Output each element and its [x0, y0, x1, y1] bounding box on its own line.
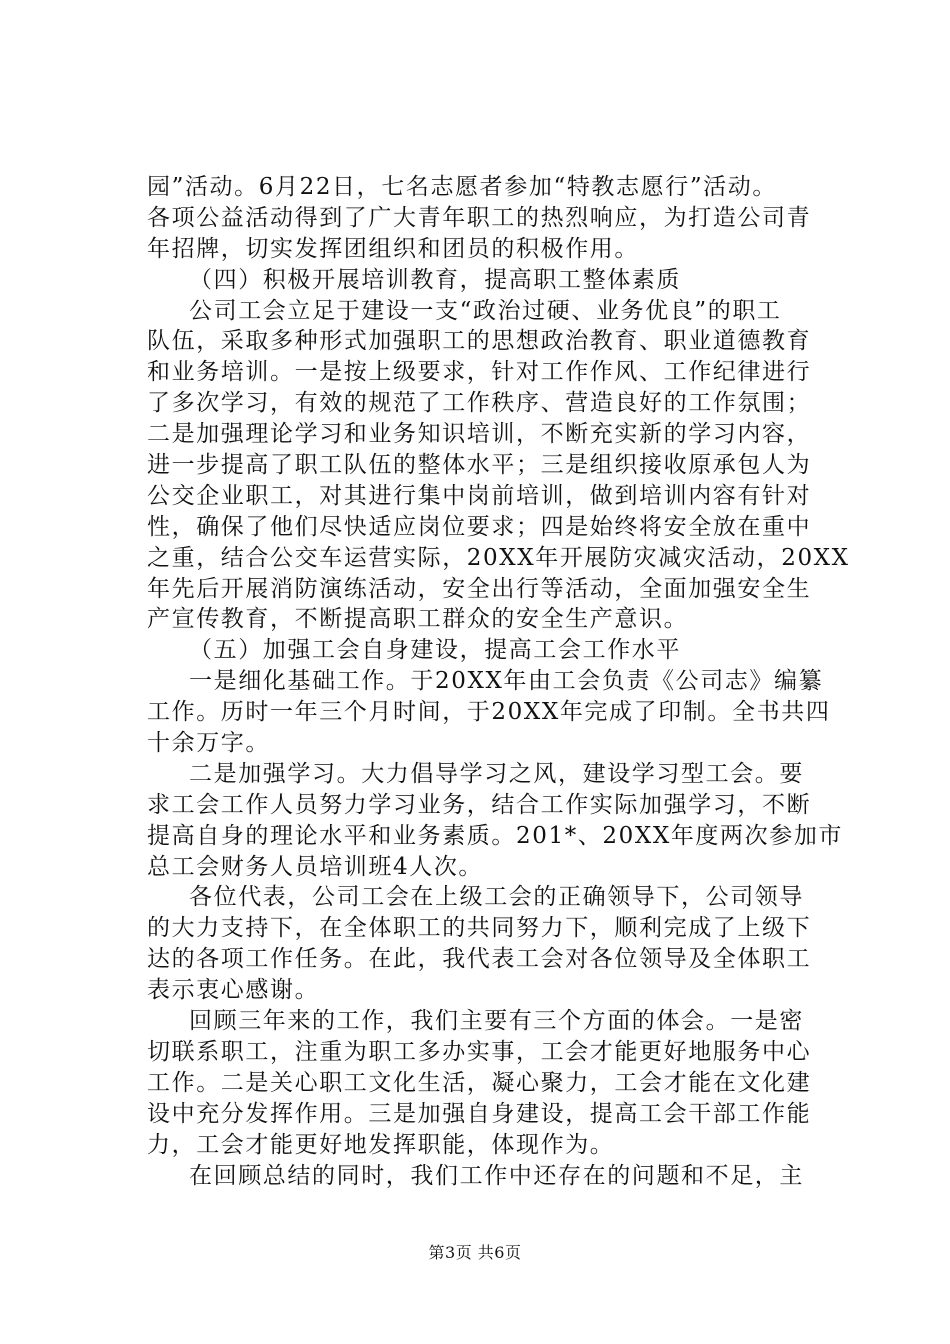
text-line: 和业务培训。一是按上级要求，针对工作作风、工作纪律进行 [147, 359, 812, 386]
text-line: 队伍，采取多种形式加强职工的思想政治教育、职业道德教育 [147, 328, 812, 355]
text-line: 之重，结合公交车运营实际，20XX年开展防灾减灾活动，20XX [147, 544, 850, 571]
text-line: 设中充分发挥作用。三是加强自身建设，提高工会干部工作能 [147, 1100, 812, 1127]
text-line: 性，确保了他们尽快适应岗位要求；四是始终将安全放在重中 [147, 513, 812, 540]
text-line: 二是加强理论学习和业务知识培训，不断充实新的学习内容， [147, 421, 812, 448]
text-line: 十余万字。 [147, 730, 270, 757]
text-line: （五）加强工会自身建设，提高工会工作水平 [189, 637, 681, 664]
text-line: 公司工会立足于建设一支“政治过硬、业务优良”的职工 [189, 297, 782, 324]
text-line: 进一步提高了职工队伍的整体水平；三是组织接收原承包人为 [147, 452, 812, 479]
text-line: 表示衷心感谢。 [147, 977, 320, 1004]
text-line: 产宣传教育，不断提高职工群众的安全生产意识。 [147, 606, 689, 633]
text-line: 的大力支持下，在全体职工的共同努力下，顺利完成了上级下 [147, 915, 812, 942]
text-line: 年招牌，切实发挥团组织和团员的积极作用。 [147, 235, 639, 262]
text-line: 达的各项工作任务。在此，我代表工会对各位领导及全体职工 [147, 946, 812, 973]
text-line: 二是加强学习。大力倡导学习之风，建设学习型工会。要 [189, 760, 804, 787]
text-line: 工作。二是关心职工文化生活，凝心聚力，工会才能在文化建 [147, 1069, 812, 1096]
text-line: 年先后开展消防演练活动，安全出行等活动，全面加强安全生 [147, 575, 812, 602]
text-line: 求工会工作人员努力学习业务，结合工作实际加强学习，不断 [147, 791, 812, 818]
text-line: 总工会财务人员培训班4人次。 [147, 853, 484, 880]
text-line: 公交企业职工，对其进行集中岗前培训，做到培训内容有针对 [147, 482, 812, 509]
page-footer: 第3页 共6页 [428, 1243, 522, 1262]
text-line: 回顾三年来的工作，我们主要有三个方面的体会。一是密 [189, 1008, 804, 1035]
text-line: 在回顾总结的同时，我们工作中还存在的问题和不足，主 [189, 1162, 804, 1189]
text-line: 力，工会才能更好地发挥职能，体现作为。 [147, 1131, 615, 1158]
document-body [147, 172, 850, 1191]
text-line: 提高自身的理论水平和业务素质。201*、20XX年度两次参加市 [147, 822, 844, 849]
text-line: 各项公益活动得到了广大青年职工的热烈响应，为打造公司青 [147, 204, 812, 231]
text-line: （四）积极开展培训教育，提高职工整体素质 [189, 266, 681, 293]
text-line: 工作。历时一年三个月时间，于20XX年完成了印制。全书共四 [147, 699, 831, 726]
text-line: 园”活动。6月22日，七名志愿者参加“特教志愿行”活动。 [147, 174, 777, 200]
text-line: 各位代表，公司工会在上级工会的正确领导下，公司领导 [189, 884, 804, 911]
text-line: 了多次学习，有效的规范了工作秩序、营造良好的工作氛围； [147, 390, 812, 417]
text-line: 切联系职工，注重为职工多办实事，工会才能更好地服务中心 [147, 1038, 812, 1065]
text-line: 一是细化基础工作。于20XX年由工会负责《公司志》编纂 [189, 668, 824, 695]
